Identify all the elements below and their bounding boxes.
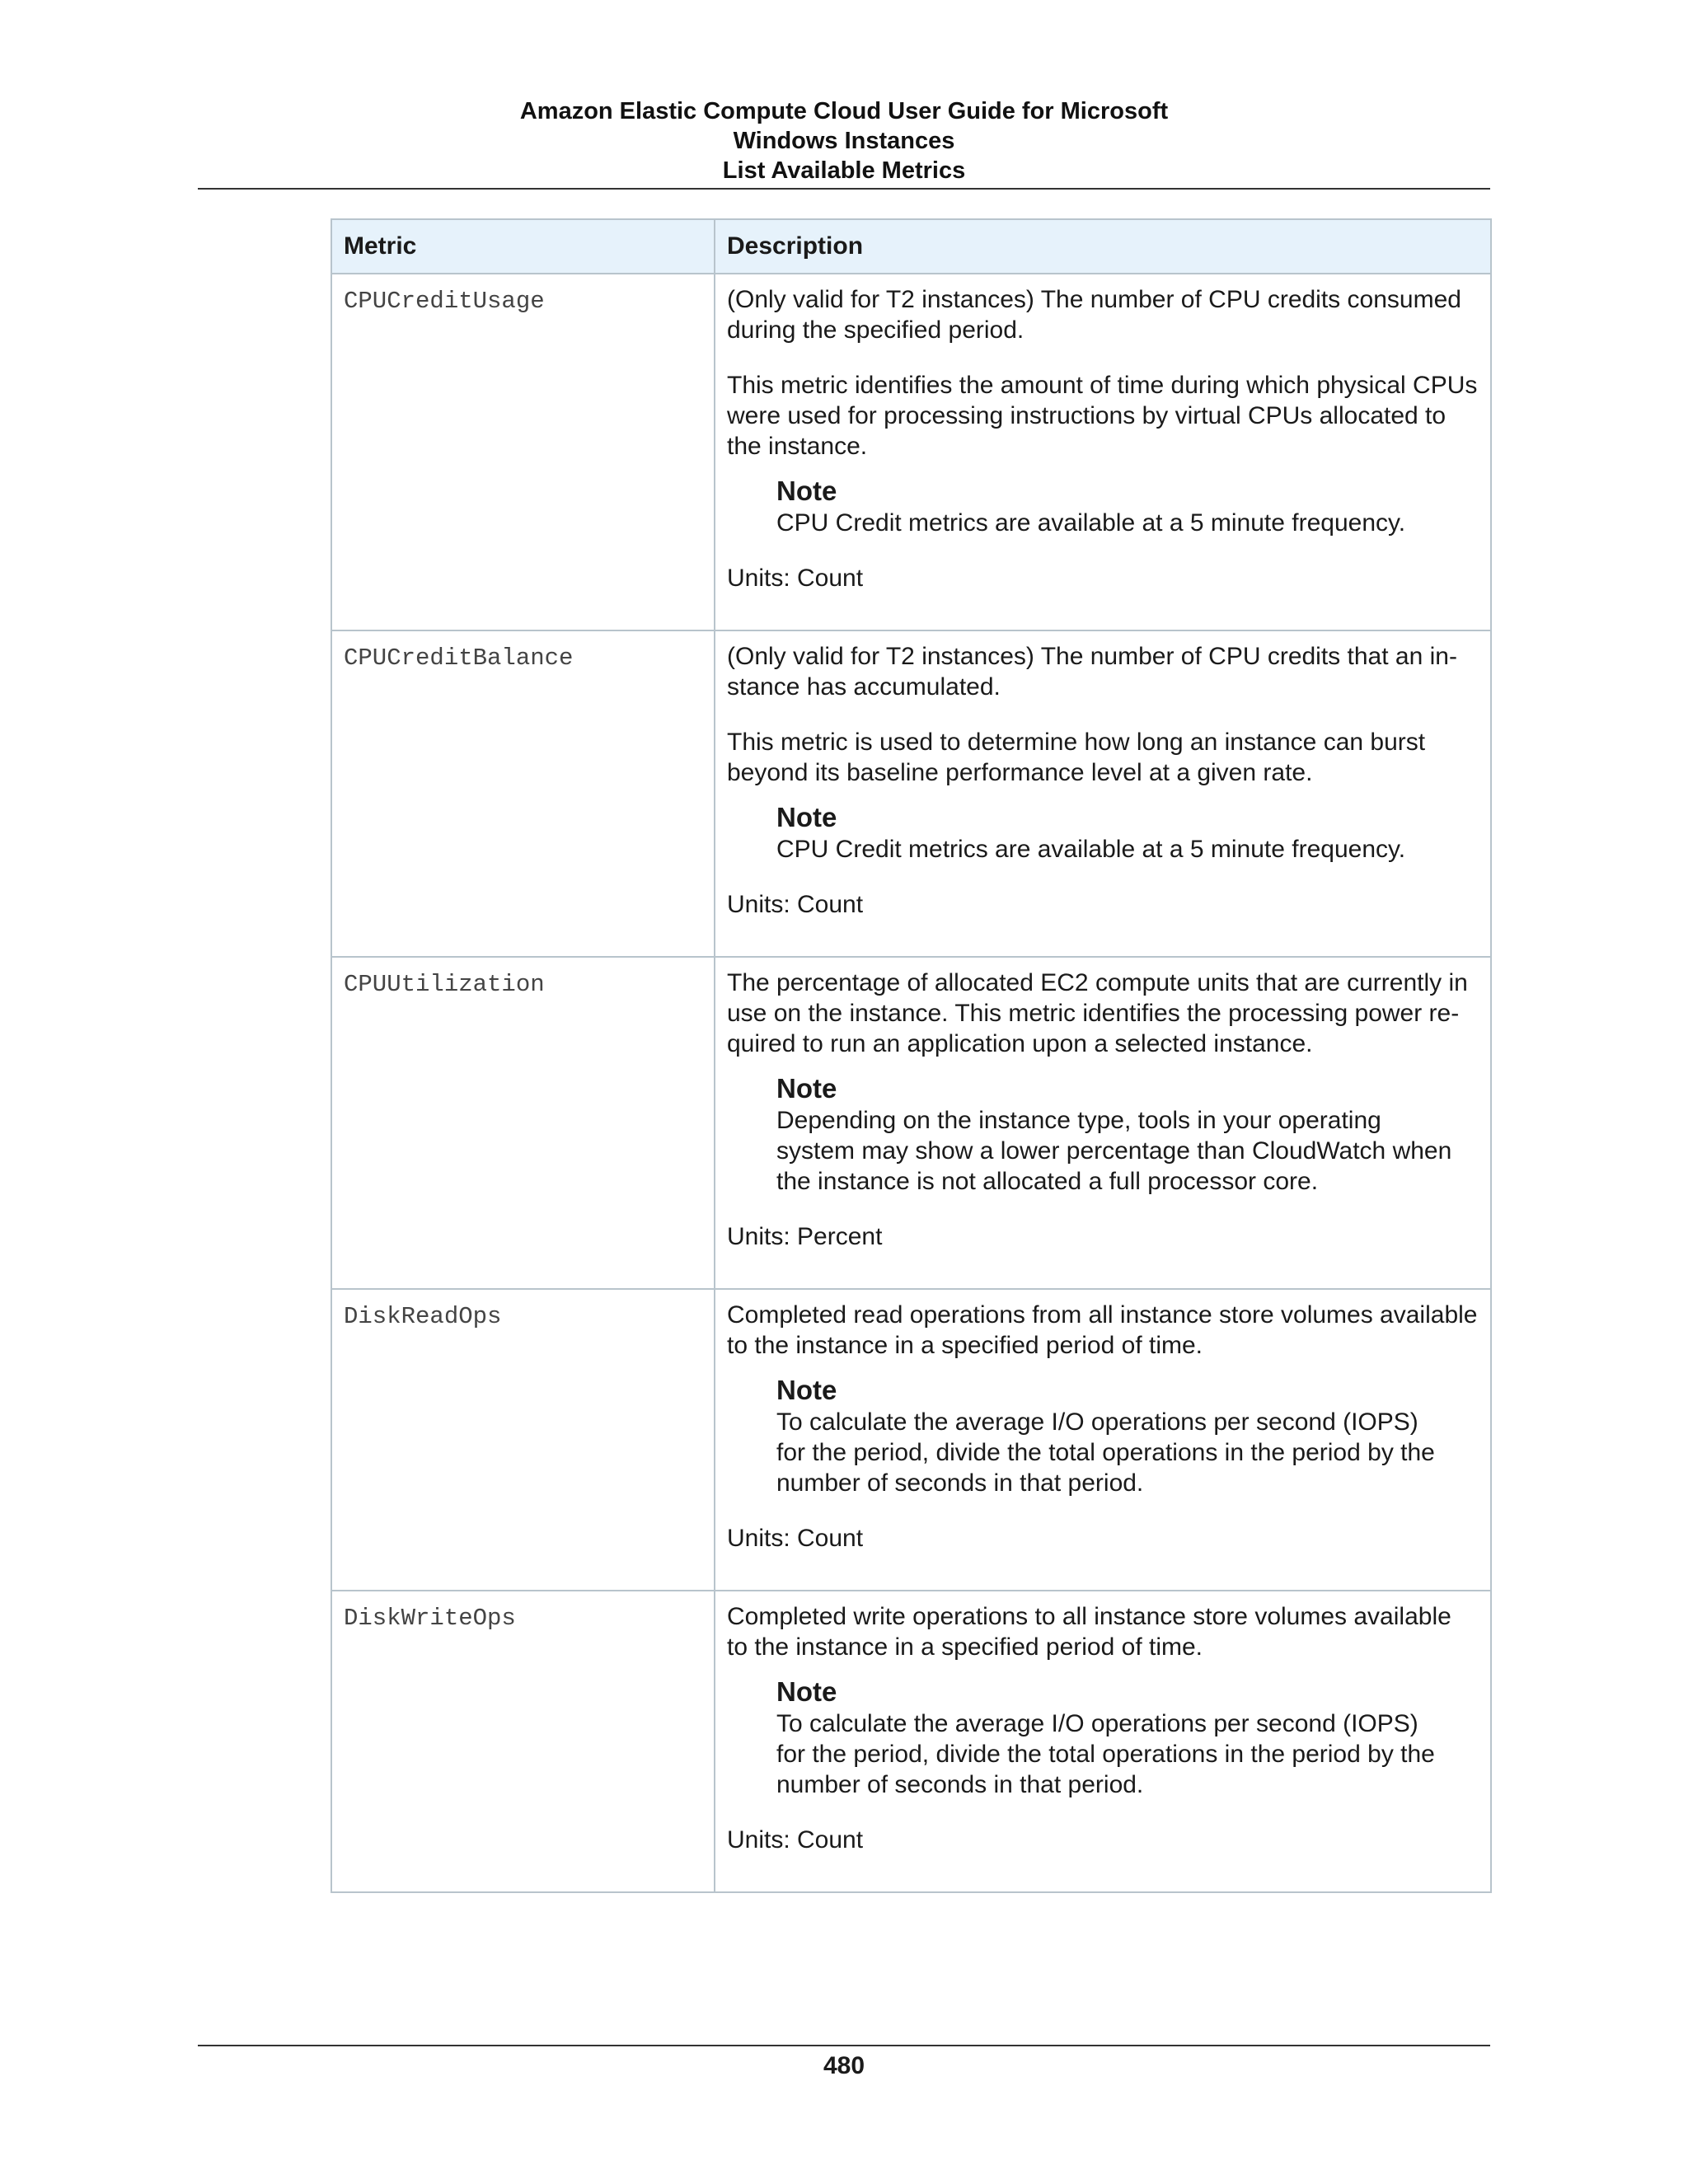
metric-name: DiskReadOps bbox=[331, 1289, 715, 1591]
note-title: Note bbox=[776, 1073, 837, 1104]
note-text: To calculate the average I/O operations per second (IOPS) for the period, divide the total operations in the period by the number of seconds in that period. bbox=[776, 1710, 1435, 1798]
column-header-metric: Metric bbox=[331, 219, 715, 274]
units-text: Units: Percent bbox=[727, 1223, 883, 1250]
column-header-description: Description bbox=[715, 219, 1491, 274]
document-subtitle: Windows Instances bbox=[733, 128, 955, 154]
description-text: The percentage of allocated EC2 compute units that are currently in use on the instance. This metric identifies the processing power re-quired to run an application upon a selected instance. bbox=[727, 969, 1468, 1057]
note-title: Note bbox=[776, 1676, 837, 1707]
document-title: Amazon Elastic Compute Cloud User Guide for Microsoft bbox=[519, 98, 1169, 124]
units-text: Units: Count bbox=[727, 891, 864, 918]
note-text: Depending on the instance type, tools in your operating system may show a lower percentage than CloudWatch when the instance is not allocated a full processor core. bbox=[776, 1107, 1452, 1195]
metric-description bbox=[715, 630, 1491, 957]
table-header-row bbox=[331, 219, 1491, 274]
description-text: Completed read operations from all instance store volumes available to the instance in a specified period of time. bbox=[727, 1301, 1478, 1359]
note-text: CPU Credit metrics are available at a 5 minute frequency. bbox=[776, 836, 1406, 863]
description-text: Completed write operations to all instance store volumes available to the instance in a specified period of time. bbox=[727, 1603, 1451, 1661]
table-row bbox=[331, 1289, 1491, 1591]
note-title: Note bbox=[776, 1375, 837, 1405]
metric-description bbox=[715, 274, 1491, 630]
footer-divider bbox=[198, 2045, 1490, 2046]
note-text: CPU Credit metrics are available at a 5 minute frequency. bbox=[776, 509, 1406, 537]
metric-name: CPUCreditBalance bbox=[331, 630, 715, 957]
note-title: Note bbox=[776, 476, 837, 506]
metrics-table bbox=[331, 218, 1492, 1893]
table-row bbox=[331, 957, 1491, 1289]
section-title: List Available Metrics bbox=[722, 157, 966, 184]
units-text: Units: Count bbox=[727, 1826, 864, 1854]
page-number: 480 bbox=[823, 2052, 865, 2079]
description-text: (Only valid for T2 instances) The number of CPU credits that an in-stance has accumulated. bbox=[727, 643, 1457, 701]
description-text: This metric identifies the amount of time during which physical CPUs were used for processing instructions by virtual CPUs allocated to the instance. bbox=[727, 372, 1478, 460]
note-callout bbox=[776, 1374, 1479, 1498]
metric-description bbox=[715, 1591, 1491, 1892]
metric-description bbox=[715, 1289, 1491, 1591]
metric-description bbox=[715, 957, 1491, 1289]
description-text: (Only valid for T2 instances) The number of CPU credits consumed during the specified period. bbox=[727, 286, 1461, 344]
note-callout bbox=[776, 1072, 1479, 1197]
note-text: To calculate the average I/O operations per second (IOPS) for the period, divide the total operations in the period by the number of seconds in that period. bbox=[776, 1408, 1435, 1497]
table-row bbox=[331, 630, 1491, 957]
metric-name: DiskWriteOps bbox=[331, 1591, 715, 1892]
metric-name: CPUUtilization bbox=[331, 957, 715, 1289]
units-text: Units: Count bbox=[727, 1525, 864, 1552]
table-row bbox=[331, 1591, 1491, 1892]
note-callout bbox=[776, 475, 1479, 538]
note-callout bbox=[776, 801, 1479, 865]
note-title: Note bbox=[776, 802, 837, 832]
header-divider bbox=[198, 188, 1490, 190]
table-row bbox=[331, 274, 1491, 630]
description-text: This metric is used to determine how long an instance can burst beyond its baseline performance level at a given rate. bbox=[727, 729, 1426, 786]
units-text: Units: Count bbox=[727, 565, 864, 592]
metric-name: CPUCreditUsage bbox=[331, 274, 715, 630]
note-callout bbox=[776, 1675, 1479, 1800]
page-header bbox=[198, 96, 1490, 185]
